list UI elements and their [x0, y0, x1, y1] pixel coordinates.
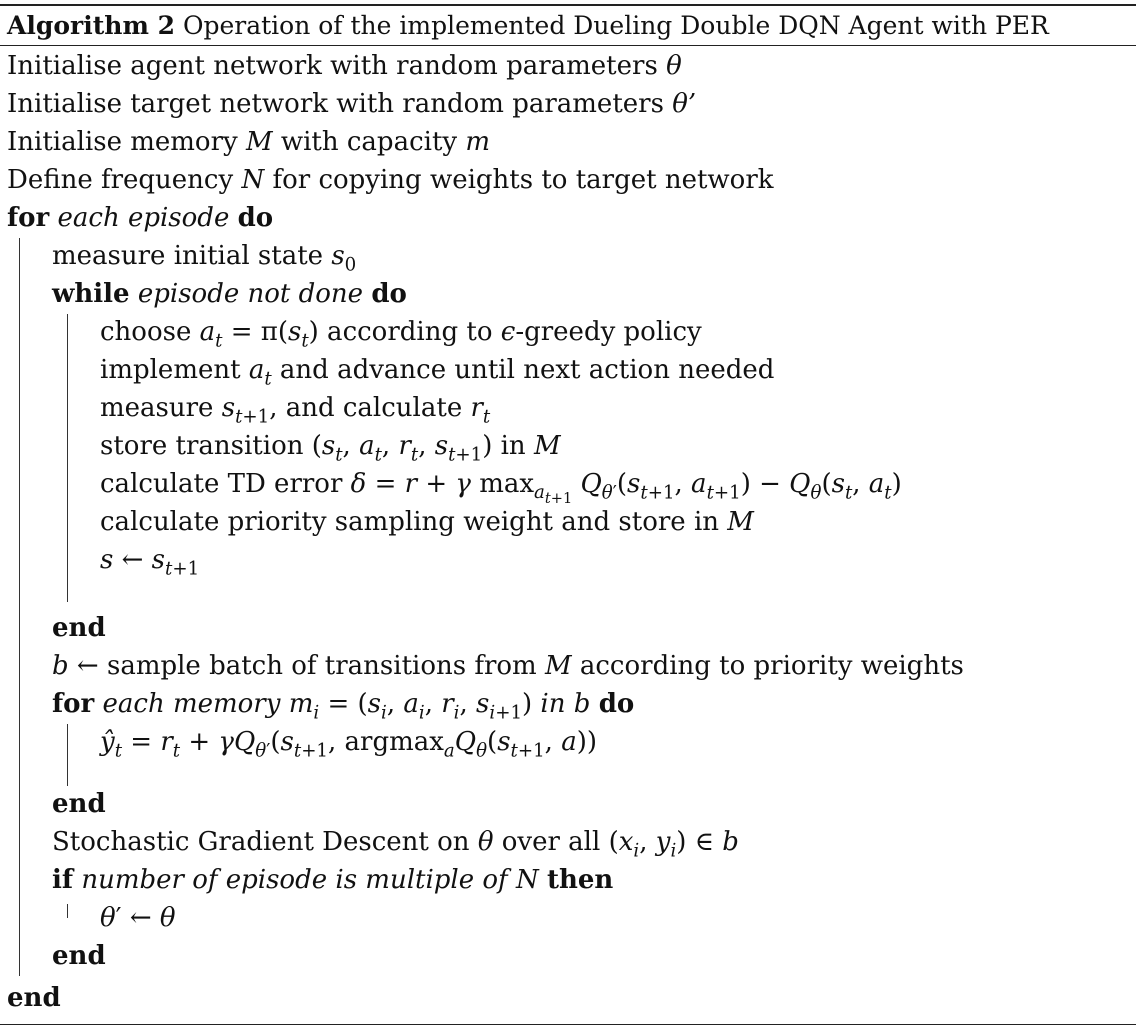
- batch-symbol: b: [573, 689, 591, 719]
- keyword-end: end: [52, 941, 106, 971]
- sample-text-a: ← sample batch of transitions from: [68, 651, 545, 681]
- capacity-symbol: m: [465, 127, 491, 157]
- keyword-end: end: [7, 983, 61, 1013]
- sample-text-b: according to priority weights: [571, 651, 964, 681]
- sgd-line: Stochastic Gradient Descent on θ over all ($x_i$, $y_i$) ∈ b: [52, 827, 739, 862]
- memory-symbol: M: [727, 507, 754, 537]
- action-symbol: a: [199, 317, 216, 347]
- memory-for-line: for each memory $m_i = (s_i$, $a_i$, $r_i$, $s_{i+1}$) in b do: [52, 689, 635, 724]
- init-line-4: [7, 162, 774, 198]
- init-line-1: [7, 48, 682, 84]
- sgd-text-a: Stochastic Gradient Descent on: [52, 827, 478, 857]
- choose-text-a: choose: [100, 317, 200, 347]
- theta-prime-symbol: θ’: [672, 89, 697, 119]
- priority-text: calculate priority sampling weight and store in: [100, 507, 728, 537]
- keyword-do: do: [598, 689, 635, 719]
- init-line-4-text-a: Define frequency: [7, 165, 242, 195]
- state-symbol: s: [331, 241, 345, 271]
- measure-text-b: , and calculate: [269, 393, 471, 423]
- target-copy-line: θ′ ← θ: [100, 903, 176, 933]
- sample-batch-line: b ← sample batch of transitions from M according to priority weights: [52, 651, 964, 681]
- keyword-end: end: [52, 789, 106, 819]
- if-end-line: [52, 938, 106, 974]
- memory-symbol: M: [245, 127, 273, 157]
- init-line-3: [7, 124, 490, 160]
- while-line: [52, 276, 407, 312]
- algorithm-caption: [7, 8, 1049, 44]
- caption-rule: [0, 45, 1136, 46]
- init-line-1-text: Initialise agent network with random parameters: [7, 51, 667, 81]
- keyword-do: do: [237, 203, 274, 233]
- keyword-if: if: [52, 865, 74, 895]
- keyword-for: for: [7, 203, 50, 233]
- theta-symbol: θ: [666, 51, 682, 81]
- while-loop-bar: [67, 314, 68, 602]
- measure-initial-line: [52, 238, 356, 274]
- sgd-text-b: over all: [493, 827, 609, 857]
- frequency-symbol: N: [241, 165, 265, 195]
- memory-loop-bar: [67, 724, 68, 786]
- keyword-while: while: [52, 279, 130, 309]
- init-line-2-text: Initialise target network with random parameters: [7, 89, 673, 119]
- memory-for-condition: each memory: [102, 689, 289, 719]
- measure-text-a: measure: [100, 393, 222, 423]
- store-text-b: in: [492, 431, 534, 461]
- td-text: calculate TD error: [100, 469, 351, 499]
- init-line-3-text-a: Initialise memory: [7, 127, 246, 157]
- init-line-3-text-b: with capacity: [272, 127, 466, 157]
- algorithm-label: Algorithm 2: [7, 11, 175, 40]
- keyword-do: do: [371, 279, 407, 309]
- if-block-bar: [67, 904, 68, 918]
- algorithm-title: Operation of the implemented Dueling Double DQN Agent with PER: [182, 11, 1049, 40]
- store-transition-line: store transition ($s_t$, $a_t$, $r_t$, $s_{t+1}$) in M: [100, 431, 561, 466]
- if-line: [52, 862, 613, 898]
- td-error-line: calculate TD error δ = r + γ $\max_{a_{t+1}} Q_{\theta'}(s_{t+1}$, $a_{t+1}) - Q_\theta(s_t$, $a_t$): [100, 469, 902, 508]
- keyword-for: for: [52, 689, 95, 719]
- memory-for-end-line: [52, 786, 106, 822]
- memory-for-in: in: [532, 689, 574, 719]
- keyword-end: end: [52, 613, 106, 643]
- if-condition: number of episode is multiple of: [81, 865, 516, 895]
- outer-for-line: [7, 200, 273, 236]
- measure-initial-text: measure initial state: [52, 241, 332, 271]
- implement-line: implement $a_t$ and advance until next action needed: [100, 355, 775, 390]
- keyword-then: then: [546, 865, 614, 895]
- init-line-4-text-b: for copying weights to target network: [264, 165, 774, 195]
- store-text-a: store transition: [100, 431, 312, 461]
- choose-text-c: -greedy policy: [515, 317, 702, 347]
- bottom-rule: [0, 1024, 1136, 1025]
- init-line-2: [7, 86, 696, 122]
- memory-symbol: M: [544, 651, 572, 681]
- outer-for-end-line: [7, 980, 61, 1016]
- choose-action-line: choose $a_t = \pi(s_t)$ according to ϵ-greedy policy: [100, 317, 702, 352]
- choose-text-b: according to: [318, 317, 501, 347]
- implement-text-a: implement: [100, 355, 249, 385]
- state-update-line: s ← $s_{t+1}$: [100, 545, 200, 580]
- while-end-line: [52, 610, 106, 646]
- frequency-symbol: N: [515, 865, 539, 895]
- state-subscript: 0: [344, 254, 357, 276]
- implement-text-b: and advance until next action needed: [271, 355, 775, 385]
- top-rule: [0, 4, 1136, 6]
- while-condition: episode not done: [137, 279, 364, 309]
- target-value-line: $ŷ_t = r_t + \gamma Q_{\theta'}(s_{t+1}$, $argmax_aQ_\theta(s_{t+1}$, a)): [100, 727, 598, 762]
- outer-loop-bar: [19, 238, 20, 976]
- priority-line: [100, 504, 754, 540]
- outer-for-condition: each episode: [57, 203, 230, 233]
- measure-next-line: measure $s_{t+1}$, and calculate $r_t$: [100, 393, 491, 428]
